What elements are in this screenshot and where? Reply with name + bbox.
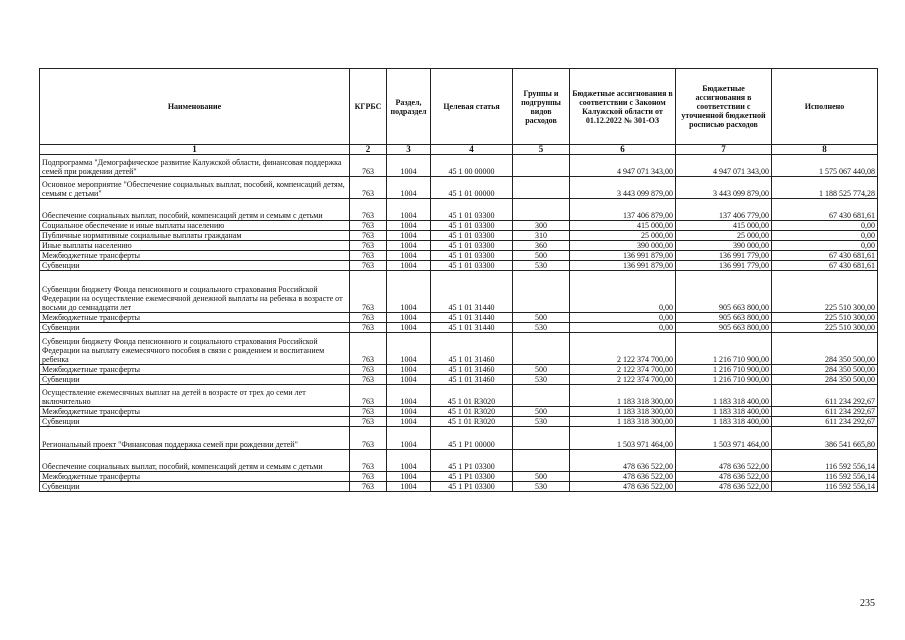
row-name: Публичные нормативные социальные выплаты гражданам (40, 231, 350, 241)
header-row (40, 69, 878, 145)
row-law-amount: 2 122 374 700,00 (570, 333, 676, 365)
row-target: 45 1 01 03300 (431, 199, 513, 221)
row-target: 45 1 01 03300 (431, 241, 513, 251)
row-kgrbs: 763 (350, 231, 387, 241)
table-row (40, 450, 878, 472)
row-section: 1004 (387, 155, 431, 177)
row-name: Межбюджетные трансферты (40, 251, 350, 261)
row-law-amount: 1 183 318 300,00 (570, 385, 676, 407)
row-name: Субвенции (40, 417, 350, 427)
row-group: 530 (513, 261, 570, 271)
row-revised-amount: 25 000,00 (676, 231, 772, 241)
row-group: 310 (513, 231, 570, 241)
row-target: 45 1 01 31460 (431, 365, 513, 375)
table-row (40, 385, 878, 407)
row-section: 1004 (387, 365, 431, 375)
header-section: Раздел, подраздел (387, 69, 431, 145)
row-law-amount: 2 122 374 700,00 (570, 365, 676, 375)
row-executed-amount: 67 430 681,61 (772, 199, 878, 221)
row-section: 1004 (387, 375, 431, 385)
row-executed-amount: 1 188 525 774,28 (772, 177, 878, 199)
row-target: 45 1 01 03300 (431, 251, 513, 261)
row-name: Основное мероприятие "Обеспечение социальных выплат, пособий, компенсаций детям, семьям с детьми" (40, 177, 350, 199)
row-name: Субвенции (40, 375, 350, 385)
row-executed-amount: 611 234 292,67 (772, 407, 878, 417)
page-number: 235 (860, 598, 875, 609)
row-name: Межбюджетные трансферты (40, 407, 350, 417)
row-revised-amount: 1 503 971 464,00 (676, 427, 772, 450)
row-executed-amount: 0,00 (772, 231, 878, 241)
row-revised-amount: 3 443 099 879,00 (676, 177, 772, 199)
row-name: Обеспечение социальных выплат, пособий, компенсаций детям и семьям с детьми (40, 199, 350, 221)
table-row (40, 365, 878, 375)
row-law-amount: 136 991 879,00 (570, 261, 676, 271)
row-kgrbs: 763 (350, 251, 387, 261)
row-revised-amount: 905 663 800,00 (676, 313, 772, 323)
row-executed-amount: 1 575 067 440,08 (772, 155, 878, 177)
row-revised-amount: 905 663 800,00 (676, 323, 772, 333)
row-executed-amount: 225 510 300,00 (772, 323, 878, 333)
row-kgrbs: 763 (350, 177, 387, 199)
row-revised-amount: 415 000,00 (676, 221, 772, 231)
row-kgrbs: 763 (350, 271, 387, 313)
row-kgrbs: 763 (350, 407, 387, 417)
table-row (40, 375, 878, 385)
table-body (40, 155, 878, 492)
row-law-amount: 0,00 (570, 323, 676, 333)
table-row (40, 261, 878, 271)
row-group: 530 (513, 375, 570, 385)
row-law-amount: 415 000,00 (570, 221, 676, 231)
column-number-row (40, 145, 878, 155)
row-group (513, 177, 570, 199)
row-name: Межбюджетные трансферты (40, 472, 350, 482)
row-target: 45 1 01 R3020 (431, 407, 513, 417)
row-section: 1004 (387, 482, 431, 492)
row-section: 1004 (387, 427, 431, 450)
row-revised-amount: 1 183 318 400,00 (676, 385, 772, 407)
table-row (40, 155, 878, 177)
table-row (40, 427, 878, 450)
table-row (40, 231, 878, 241)
row-section: 1004 (387, 417, 431, 427)
row-revised-amount: 478 636 522,00 (676, 482, 772, 492)
row-executed-amount: 0,00 (772, 241, 878, 251)
column-number: 4 (431, 145, 513, 155)
row-group (513, 155, 570, 177)
row-group: 500 (513, 472, 570, 482)
row-target: 45 1 01 31440 (431, 323, 513, 333)
row-section: 1004 (387, 333, 431, 365)
column-number: 5 (513, 145, 570, 155)
row-executed-amount: 67 430 681,61 (772, 261, 878, 271)
row-name: Обеспечение социальных выплат, пособий, компенсаций детям и семьям с детьми (40, 450, 350, 472)
row-revised-amount: 136 991 779,00 (676, 261, 772, 271)
table-row (40, 271, 878, 313)
table-row (40, 241, 878, 251)
row-executed-amount: 116 592 556,14 (772, 482, 878, 492)
row-executed-amount: 225 510 300,00 (772, 313, 878, 323)
row-executed-amount: 116 592 556,14 (772, 450, 878, 472)
row-law-amount: 1 503 971 464,00 (570, 427, 676, 450)
row-executed-amount: 116 592 556,14 (772, 472, 878, 482)
row-revised-amount: 1 183 318 400,00 (676, 417, 772, 427)
row-kgrbs: 763 (350, 365, 387, 375)
row-executed-amount: 386 541 665,80 (772, 427, 878, 450)
row-target: 45 1 01 00000 (431, 177, 513, 199)
row-target: 45 1 P1 00000 (431, 427, 513, 450)
row-name: Субвенции бюджету Фонда пенсионного и социального страхования Российской Федерации на осуществление ежемесячной денежной выплаты на ребенка в возрасте от восьми до семнадцати лет (40, 271, 350, 313)
row-kgrbs: 763 (350, 450, 387, 472)
row-name: Субвенции (40, 482, 350, 492)
row-section: 1004 (387, 407, 431, 417)
row-section: 1004 (387, 241, 431, 251)
row-revised-amount: 1 216 710 900,00 (676, 375, 772, 385)
table-row (40, 323, 878, 333)
row-section: 1004 (387, 385, 431, 407)
table-row (40, 407, 878, 417)
row-target: 45 1 P1 03300 (431, 472, 513, 482)
row-target: 45 1 01 31440 (431, 271, 513, 313)
row-executed-amount: 67 430 681,61 (772, 251, 878, 261)
row-law-amount: 136 991 879,00 (570, 251, 676, 261)
row-section: 1004 (387, 271, 431, 313)
table-row (40, 417, 878, 427)
row-group (513, 199, 570, 221)
row-revised-amount: 137 406 779,00 (676, 199, 772, 221)
header-group: Группы и подгруппы видов расходов (513, 69, 570, 145)
row-group: 300 (513, 221, 570, 231)
table-row (40, 251, 878, 261)
row-law-amount: 478 636 522,00 (570, 482, 676, 492)
row-law-amount: 4 947 071 343,00 (570, 155, 676, 177)
column-number: 1 (40, 145, 350, 155)
header-law: Бюджетные ассигнования в соответствии с Законом Калужской области от 01.12.2022 № 301-ОЗ (570, 69, 676, 145)
budget-table (39, 68, 878, 492)
row-name: Субвенции (40, 261, 350, 271)
row-law-amount: 2 122 374 700,00 (570, 375, 676, 385)
row-name: Межбюджетные трансферты (40, 365, 350, 375)
column-number: 7 (676, 145, 772, 155)
row-law-amount: 478 636 522,00 (570, 450, 676, 472)
row-target: 45 1 P1 03300 (431, 482, 513, 492)
row-section: 1004 (387, 221, 431, 231)
row-kgrbs: 763 (350, 313, 387, 323)
row-revised-amount: 136 991 779,00 (676, 251, 772, 261)
column-number: 6 (570, 145, 676, 155)
row-group: 500 (513, 407, 570, 417)
row-executed-amount: 284 350 500,00 (772, 375, 878, 385)
row-group: 500 (513, 313, 570, 323)
row-law-amount: 390 000,00 (570, 241, 676, 251)
row-revised-amount: 1 216 710 900,00 (676, 333, 772, 365)
row-kgrbs: 763 (350, 199, 387, 221)
header-target: Целевая статья (431, 69, 513, 145)
row-revised-amount: 905 663 800,00 (676, 271, 772, 313)
row-target: 45 1 01 R3020 (431, 417, 513, 427)
row-target: 45 1 01 03300 (431, 261, 513, 271)
row-law-amount: 0,00 (570, 271, 676, 313)
row-kgrbs: 763 (350, 333, 387, 365)
row-revised-amount: 1 216 710 900,00 (676, 365, 772, 375)
row-name: Подпрограмма "Демографическое развитие Калужской области, финансовая поддержка семей при рождении детей" (40, 155, 350, 177)
row-law-amount: 3 443 099 879,00 (570, 177, 676, 199)
row-kgrbs: 763 (350, 472, 387, 482)
row-kgrbs: 763 (350, 221, 387, 231)
row-kgrbs: 763 (350, 482, 387, 492)
row-group (513, 333, 570, 365)
row-executed-amount: 284 350 500,00 (772, 365, 878, 375)
row-section: 1004 (387, 450, 431, 472)
row-revised-amount: 390 000,00 (676, 241, 772, 251)
table-row (40, 313, 878, 323)
row-group: 530 (513, 417, 570, 427)
row-group (513, 385, 570, 407)
row-kgrbs: 763 (350, 323, 387, 333)
row-section: 1004 (387, 261, 431, 271)
row-name: Иные выплаты населению (40, 241, 350, 251)
row-target: 45 1 01 31460 (431, 375, 513, 385)
row-group: 530 (513, 482, 570, 492)
row-section: 1004 (387, 472, 431, 482)
row-target: 45 1 01 31440 (431, 313, 513, 323)
row-target: 45 1 01 R3020 (431, 385, 513, 407)
row-law-amount: 25 000,00 (570, 231, 676, 241)
table-row (40, 482, 878, 492)
table-row (40, 177, 878, 199)
row-executed-amount: 225 510 300,00 (772, 271, 878, 313)
row-target: 45 1 P1 03300 (431, 450, 513, 472)
table-row (40, 333, 878, 365)
row-group: 500 (513, 251, 570, 261)
row-kgrbs: 763 (350, 427, 387, 450)
row-kgrbs: 763 (350, 241, 387, 251)
row-group (513, 427, 570, 450)
row-revised-amount: 4 947 071 343,00 (676, 155, 772, 177)
row-kgrbs: 763 (350, 155, 387, 177)
row-kgrbs: 763 (350, 375, 387, 385)
row-revised-amount: 478 636 522,00 (676, 450, 772, 472)
table-row (40, 221, 878, 231)
row-section: 1004 (387, 323, 431, 333)
header-kgrbs: КГРБС (350, 69, 387, 145)
row-target: 45 1 01 31460 (431, 333, 513, 365)
row-executed-amount: 611 234 292,67 (772, 385, 878, 407)
header-executed: Исполнено (772, 69, 878, 145)
row-name: Социальное обеспечение и иные выплаты населению (40, 221, 350, 231)
row-executed-amount: 611 234 292,67 (772, 417, 878, 427)
row-group: 500 (513, 365, 570, 375)
row-name: Межбюджетные трансферты (40, 313, 350, 323)
row-name: Субвенции (40, 323, 350, 333)
row-group (513, 271, 570, 313)
row-target: 45 1 01 03300 (431, 231, 513, 241)
row-revised-amount: 1 183 318 400,00 (676, 407, 772, 417)
row-target: 45 1 01 03300 (431, 221, 513, 231)
row-name: Субвенции бюджету Фонда пенсионного и социального страхования Российской Федерации на выплату ежемесячного пособия в связи с рождением и воспитанием ребенка (40, 333, 350, 365)
row-kgrbs: 763 (350, 417, 387, 427)
table-row (40, 199, 878, 221)
header-name: Наименование (40, 69, 350, 145)
row-law-amount: 137 406 879,00 (570, 199, 676, 221)
row-kgrbs: 763 (350, 261, 387, 271)
row-revised-amount: 478 636 522,00 (676, 472, 772, 482)
row-section: 1004 (387, 199, 431, 221)
column-number: 8 (772, 145, 878, 155)
row-section: 1004 (387, 177, 431, 199)
row-law-amount: 478 636 522,00 (570, 472, 676, 482)
row-section: 1004 (387, 251, 431, 261)
row-law-amount: 1 183 318 300,00 (570, 417, 676, 427)
header-revised: Бюджетные ассигнования в соответствии с уточненной бюджетной росписью расходов (676, 69, 772, 145)
table-row (40, 472, 878, 482)
column-number: 3 (387, 145, 431, 155)
row-executed-amount: 284 350 500,00 (772, 333, 878, 365)
row-section: 1004 (387, 313, 431, 323)
row-group: 360 (513, 241, 570, 251)
row-law-amount: 1 183 318 300,00 (570, 407, 676, 417)
row-group (513, 450, 570, 472)
row-section: 1004 (387, 231, 431, 241)
column-number: 2 (350, 145, 387, 155)
row-name: Региональный проект "Финансовая поддержка семей при рождении детей" (40, 427, 350, 450)
row-law-amount: 0,00 (570, 313, 676, 323)
row-target: 45 1 00 00000 (431, 155, 513, 177)
row-name: Осуществление ежемесячных выплат на детей в возрасте от трех до семи лет включительно (40, 385, 350, 407)
row-kgrbs: 763 (350, 385, 387, 407)
row-group: 530 (513, 323, 570, 333)
row-executed-amount: 0,00 (772, 221, 878, 231)
